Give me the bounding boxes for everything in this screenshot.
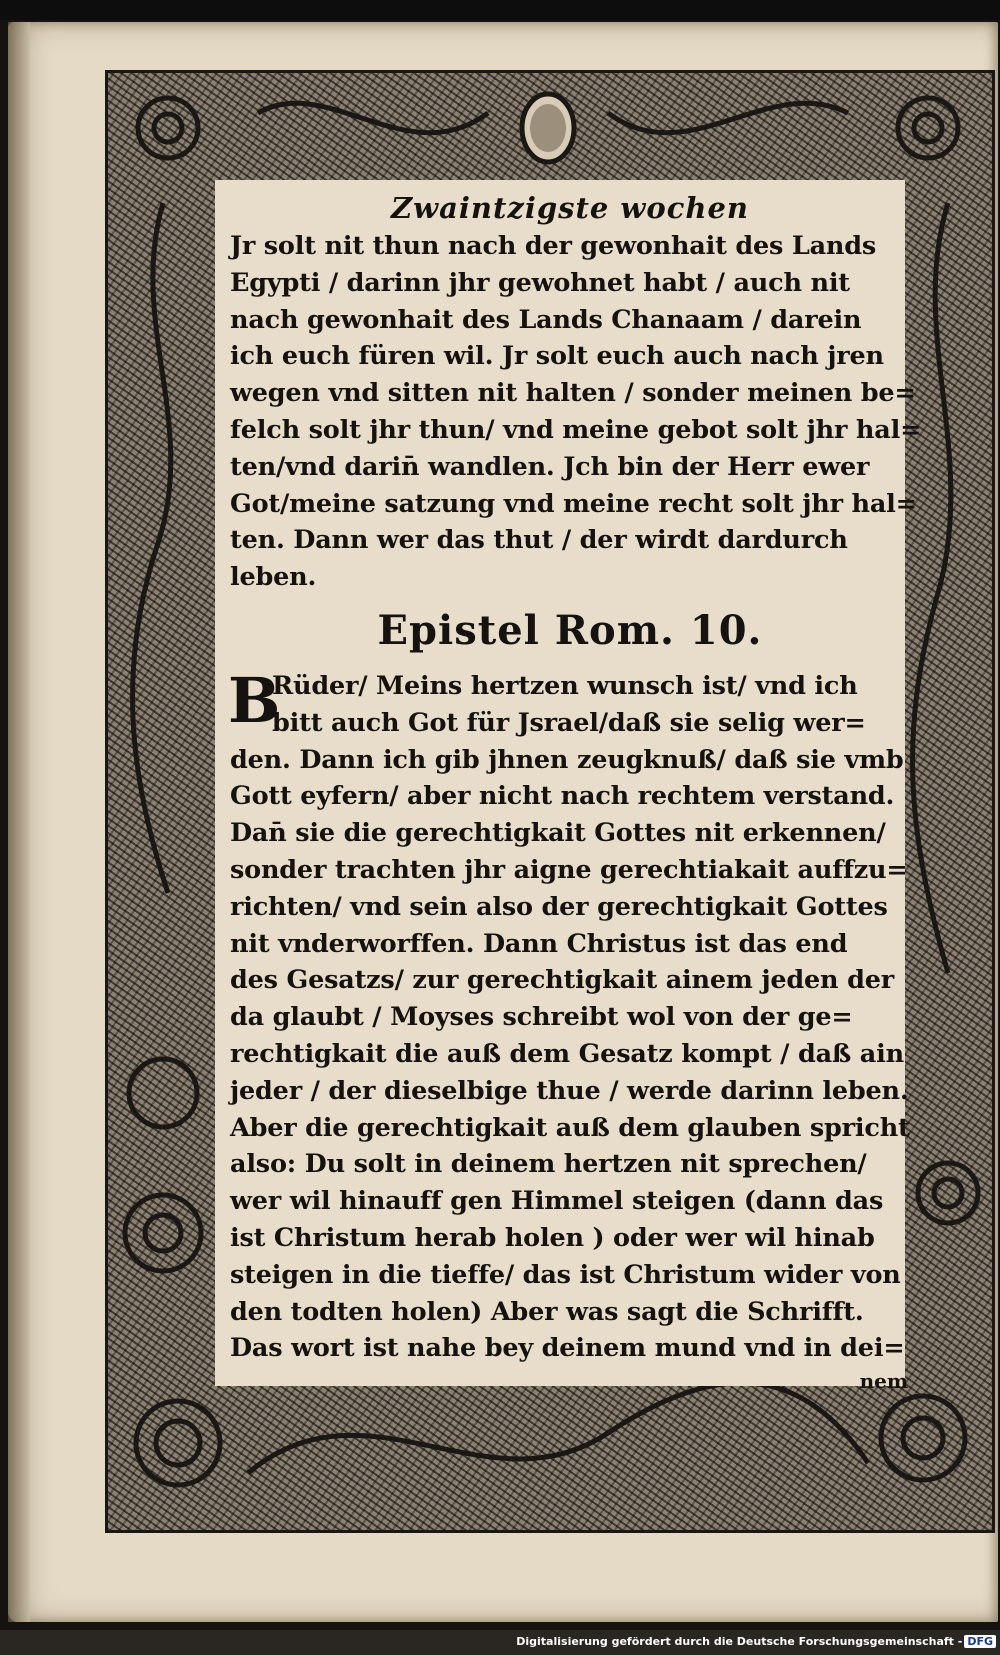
text-line: steigen in die tieffe/ das ist Christum wider von — [230, 1259, 901, 1290]
footer-text: Digitalisierung gefördert durch die Deutsche Forschungsgemeinschaft - — [516, 1635, 963, 1648]
text-line: jeder / der dieselbige thue / werde darinn leben. — [230, 1075, 909, 1106]
text-line: den. Dann ich gib jhnen zeugknuß/ daß sie vmb — [230, 744, 904, 775]
text-line: sonder trachten jhr aigne gerechtiakait auffzu= — [230, 854, 908, 885]
text-line: Aber die gerechtigkait auß dem glauben spricht — [230, 1112, 910, 1143]
text-line: rechtigkait die auß dem Gesatz kompt / daß ain — [230, 1038, 904, 1069]
epistle-opening — [228, 663, 910, 742]
epistle-body — [230, 742, 910, 1368]
page-heading: Zwaintzigste wochen — [390, 191, 750, 225]
text-line: Got/meine satzung vnd meine recht solt jhr hal= — [230, 488, 917, 519]
text-line: Jr solt nit thun nach der gewonhait des Lands — [230, 231, 877, 261]
text-line: des Gesatzs/ zur gerechtigkait ainem jeden der — [230, 965, 894, 996]
catchword: nem — [859, 1369, 908, 1394]
text-line: da glaubt / Moyses schreibt wol von der ge= — [230, 1002, 853, 1033]
text-line: ten. Dann wer das thut / der wirdt dardurch — [230, 525, 848, 556]
epistle-title: Epistel Rom. 10. — [377, 606, 763, 654]
text-line: nit vnderworffen. Dann Christus ist das end — [230, 928, 848, 959]
text-line: Egypti / darinn jhr gewohnet habt / auch nit — [230, 267, 850, 298]
text-line: Das wort ist nahe bey deinem mund vnd in dei= — [230, 1333, 905, 1364]
text-line: leben. — [230, 562, 317, 593]
lesson-text — [230, 228, 922, 596]
epistle-text — [228, 663, 910, 1367]
text-line: bitt auch Got für Jsrael/daß sie selig wer= — [272, 707, 866, 738]
page-gutter — [8, 22, 30, 1622]
drop-initial: B — [228, 663, 281, 737]
dfg-logo: DFG — [964, 1635, 996, 1648]
text-line: Rüder/ Meins hertzen wunsch ist/ vnd ich — [272, 670, 858, 701]
text-line: ist Christum herab holen ) oder wer wil hinab — [230, 1222, 875, 1253]
text-line: nach gewonhait des Lands Chanaam / darein — [230, 304, 862, 335]
text-line: ten/vnd darin̄ wandlen. Jch bin der Herr ewer — [230, 451, 870, 482]
text-line: also: Du solt in deinem hertzen nit sprechen/ — [230, 1149, 867, 1180]
digitization-footer — [516, 1635, 996, 1653]
text-line: richten/ vnd sein also der gerechtigkait Gottes — [230, 891, 888, 922]
text-line: den todten holen) Aber was sagt die Schrifft. — [230, 1296, 864, 1327]
text-line: wegen vnd sitten nit halten / sonder meinen be= — [230, 378, 916, 409]
text-line: wer wil hinauff gen Himmel steigen (dann das — [230, 1186, 884, 1217]
text-line: felch solt jhr thun/ vnd meine gebot solt jhr hal= — [230, 414, 922, 445]
page-content — [228, 188, 922, 1395]
text-line: Gott eyfern/ aber nicht nach rechtem verstand. — [230, 781, 895, 812]
text-line: Dan̄ sie die gerechtigkait Gottes nit erkennen/ — [230, 818, 886, 849]
text-line: ich euch füren wil. Jr solt euch auch nach jren — [230, 341, 884, 372]
